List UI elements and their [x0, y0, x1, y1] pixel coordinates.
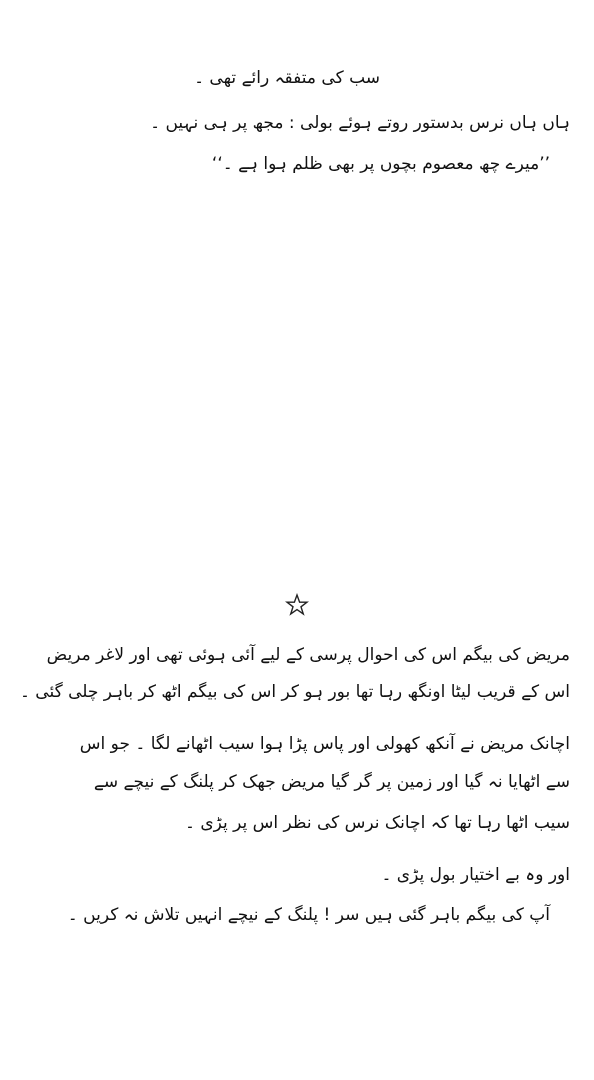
text-line: اس کے قریب لیٹا اونگھ رہا تھا بور ہو کر اس کی بیگم اٹھ کر باہر چلی گئی ۔ [19, 682, 570, 702]
text-line: اور وہ بے اختیار بول پڑی ۔ [381, 865, 570, 885]
text-line: آپ کی بیگم باہر گئی ہیں سر ! پلنگ کے نیچے انہیں تلاش نہ کریں ۔ [67, 905, 550, 925]
text-line: ہاں ہاں نرس بدستور روتے ہوئے بولی : مجھ پر ہی نہیں ۔ [150, 113, 570, 133]
text-line: ’’میرے چھ معصوم بچوں پر بھی ظلم ہوا ہے ۔‘‘ [211, 154, 550, 174]
star-outline-icon [285, 593, 309, 617]
text-line: اچانک مریض نے آنکھ کھولی اور پاس پڑا ہوا سیب اٹھانے لگا ۔ جو اس [79, 734, 570, 754]
text-line: مریض کی بیگم اس کی احوال پرسی کے لیے آئی ہوئی تھی اور لاغر مریض [46, 645, 570, 665]
text-line: سے اٹھایا نہ گیا اور زمین پر گر گیا مریض جھک کر پلنگ کے نیچے سے [93, 772, 570, 792]
text-line: سب کی متفقہ رائے تھی ۔ [194, 68, 380, 88]
text-line: سیب اٹھا رہا تھا کہ اچانک نرس کی نظر اس پر پڑی ۔ [184, 813, 570, 833]
